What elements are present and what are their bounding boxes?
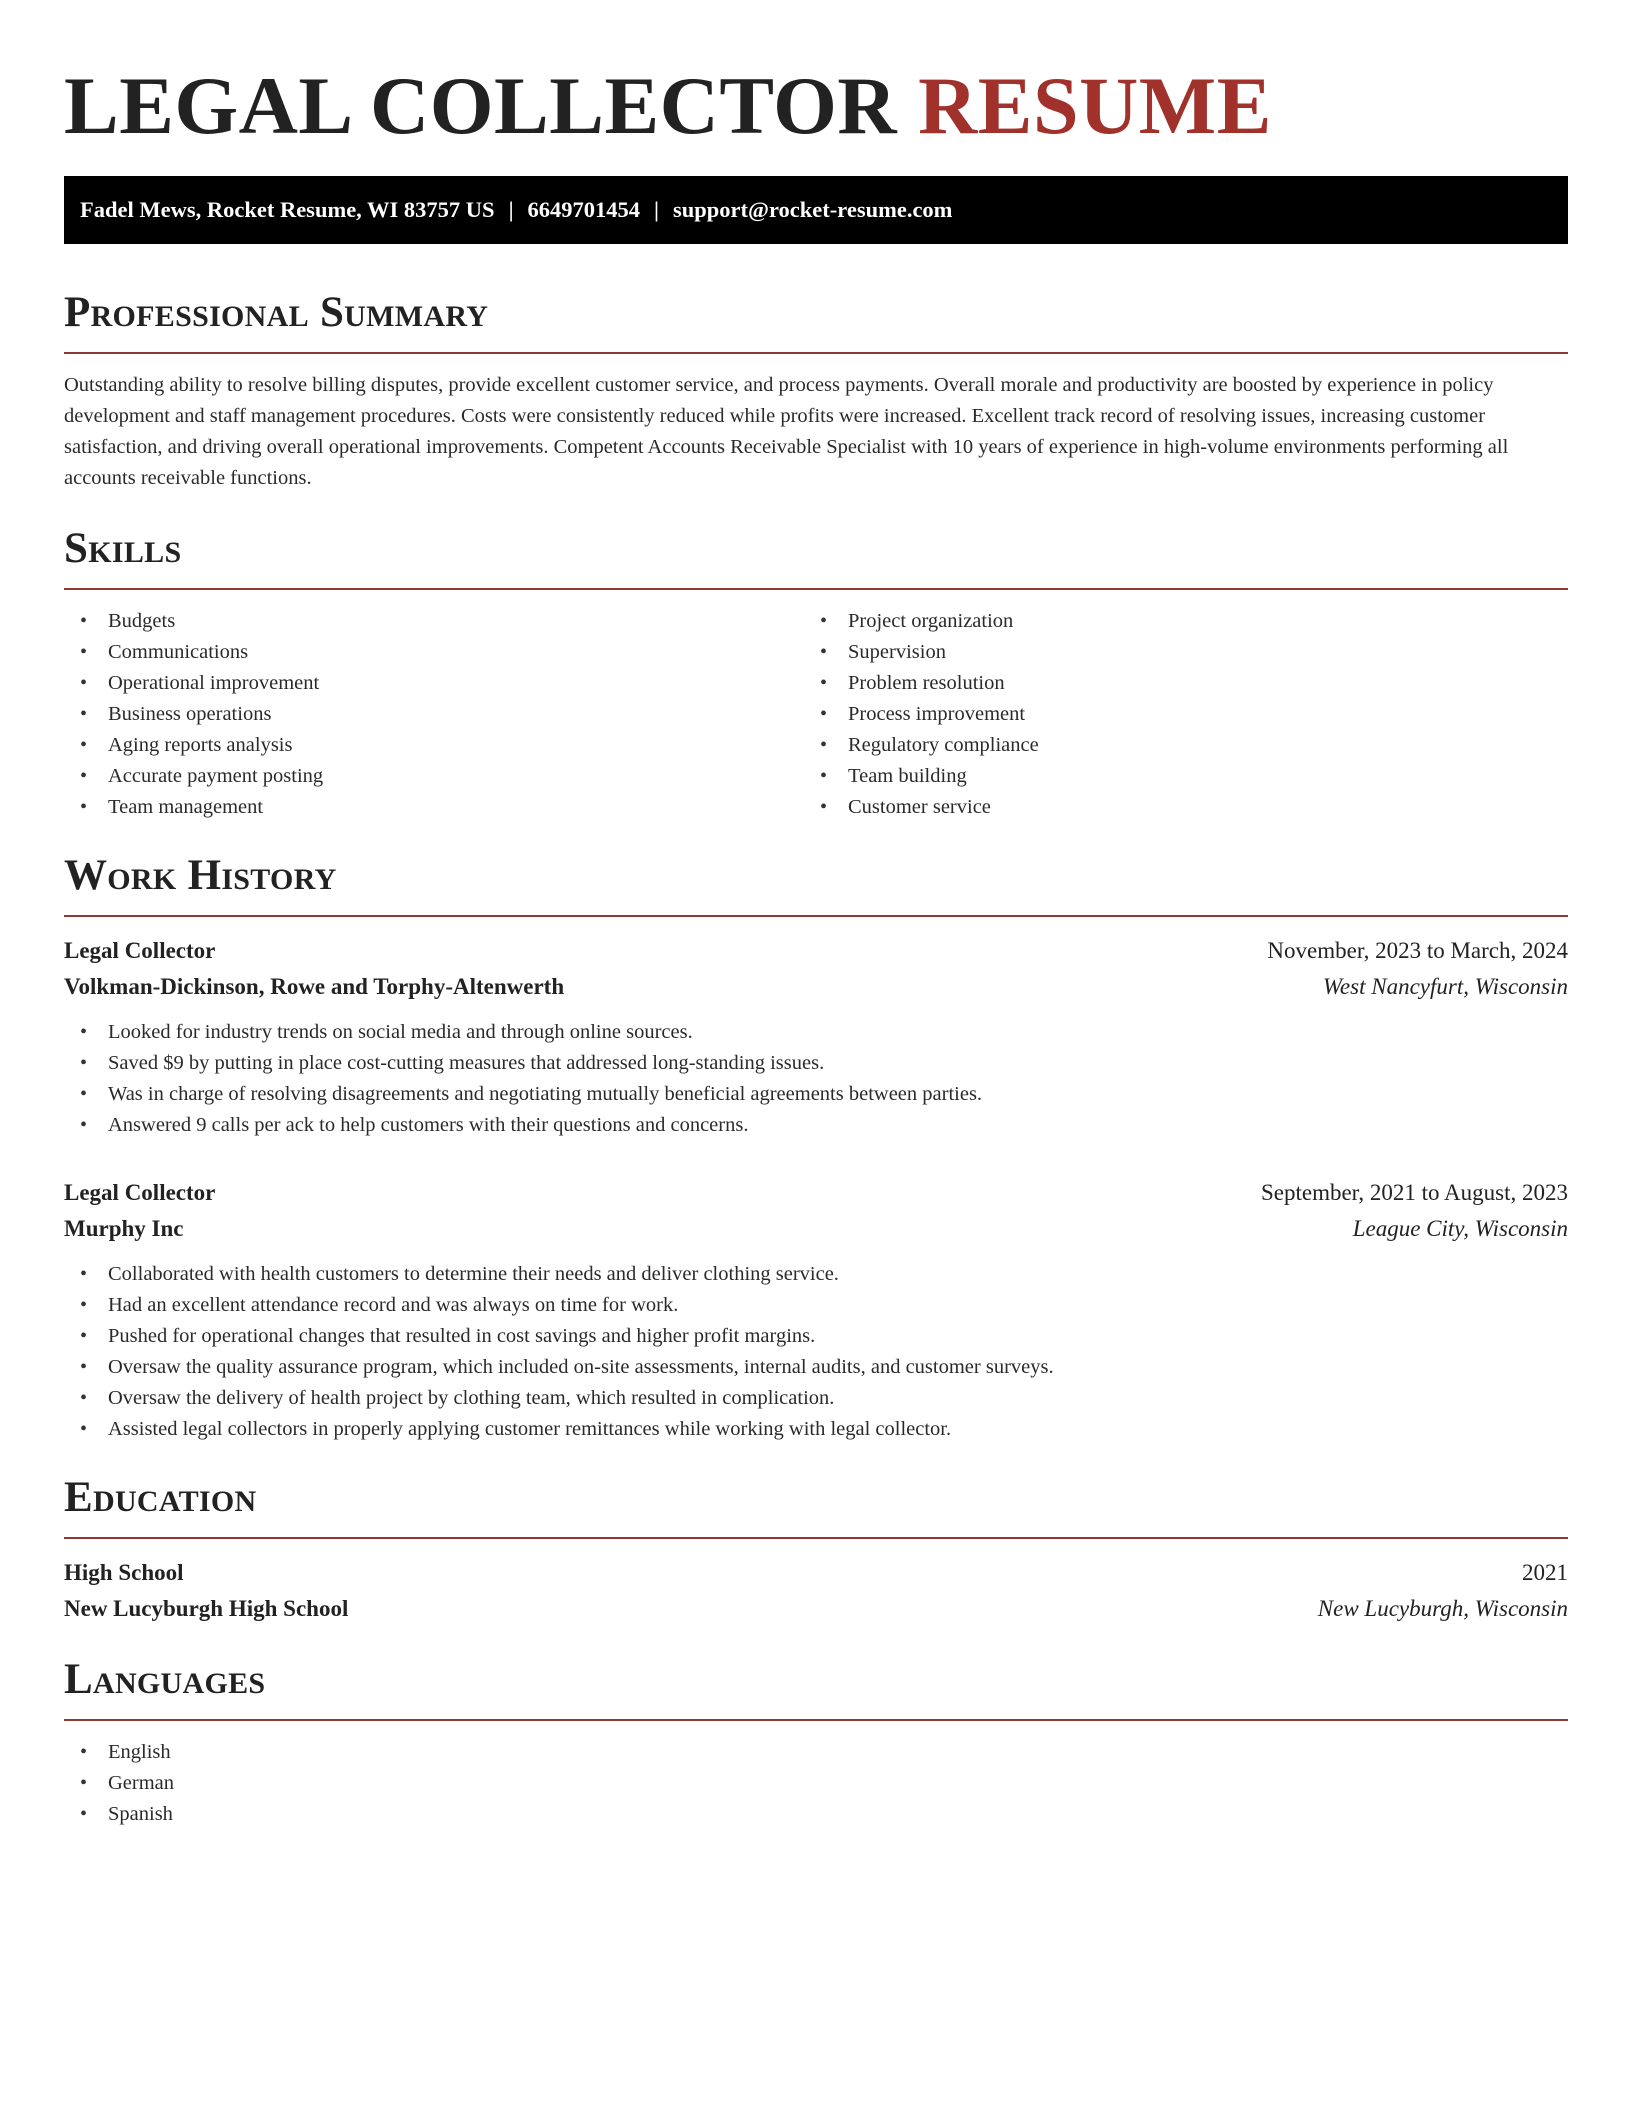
skill-item: • Accurate payment posting xyxy=(64,761,804,792)
education-school: New Lucyburgh High School xyxy=(64,1596,349,1621)
contact-phone: 6649701454 xyxy=(527,197,641,222)
summary-heading: Professional Summary xyxy=(64,289,489,336)
contact-email: support@rocket-resume.com xyxy=(673,197,953,222)
job-bullet: • Collaborated with health customers to determine their needs and deliver clothing service. xyxy=(64,1259,1568,1290)
job-bullet: • Assisted legal collectors in properly applying customer remittances while working with legal collector. xyxy=(64,1414,1568,1445)
language-item: • German xyxy=(64,1768,1568,1799)
job-company: Volkman-Dickinson, Rowe and Torphy-Altenwerth xyxy=(64,974,565,999)
job-company-row xyxy=(64,1211,1568,1247)
job-bullet: • Had an excellent attendance record and was always on time for work. xyxy=(64,1290,1568,1321)
section-divider xyxy=(64,1537,1568,1539)
skill-item: • Team building xyxy=(804,761,1544,792)
section-divider xyxy=(64,352,1568,354)
summary-text: Outstanding ability to resolve billing disputes, provide excellent customer service, and process payments. Overall morale and productivity are boosted by experience in policy development and staff management procedures. Costs were consistently reduced while profits were increased. Excellent track record of resolving issues, increasing customer satisfaction, and driving overall operational improvements. Competent Accounts Receivable Specialist with 10 years of experience in high-volume environments performing all accounts receivable functions. xyxy=(64,374,1509,489)
summary-section xyxy=(64,288,1568,494)
job-bullet: • Oversaw the quality assurance program, which included on-site assessments, internal audits, and customer surveys. xyxy=(64,1352,1568,1383)
job-bullets xyxy=(64,1259,1568,1445)
contact-separator: | xyxy=(508,197,514,222)
title-main: LEGAL COLLECTOR xyxy=(64,60,898,151)
education-location: New Lucyburgh, Wisconsin xyxy=(1317,1596,1568,1621)
skill-item: • Supervision xyxy=(804,637,1544,668)
job-header-row xyxy=(64,933,1568,969)
skills-grid xyxy=(64,606,1568,823)
job-bullets xyxy=(64,1017,1568,1141)
resume-title xyxy=(64,0,1568,154)
job-entry xyxy=(64,933,1568,1141)
skill-item: • Problem resolution xyxy=(804,668,1544,699)
skills-list-left xyxy=(64,606,804,823)
education-degree: High School xyxy=(64,1560,184,1585)
skill-item: • Customer service xyxy=(804,792,1544,823)
job-location: League City, Wisconsin xyxy=(1352,1216,1568,1241)
job-title: Legal Collector xyxy=(64,1180,216,1205)
title-accent: RESUME xyxy=(918,60,1272,151)
work-history-heading: Work History xyxy=(64,852,337,899)
language-item: • English xyxy=(64,1737,1568,1768)
education-year: 2021 xyxy=(1522,1560,1568,1585)
job-bullet: • Was in charge of resolving disagreements and negotiating mutually beneficial agreements between parties. xyxy=(64,1079,1568,1110)
education-section xyxy=(64,1473,1568,1627)
skill-item: • Process improvement xyxy=(804,699,1544,730)
job-location: West Nancyfurt, Wisconsin xyxy=(1322,974,1568,999)
job-bullet: • Oversaw the delivery of health project by clothing team, which resulted in complication. xyxy=(64,1383,1568,1414)
section-divider xyxy=(64,588,1568,590)
skills-section xyxy=(64,524,1568,823)
job-dates: November, 2023 to March, 2024 xyxy=(1267,938,1568,963)
skill-item: • Project organization xyxy=(804,606,1544,637)
languages-list xyxy=(64,1737,1568,1830)
languages-heading: Languages xyxy=(64,1656,266,1703)
job-bullet: • Looked for industry trends on social media and through online sources. xyxy=(64,1017,1568,1048)
section-divider xyxy=(64,915,1568,917)
job-company: Murphy Inc xyxy=(64,1216,184,1241)
skills-heading: Skills xyxy=(64,525,182,572)
education-school-row xyxy=(64,1591,1568,1627)
section-divider xyxy=(64,1719,1568,1721)
contact-bar xyxy=(64,176,1568,244)
skill-item: • Business operations xyxy=(64,699,804,730)
job-company-row xyxy=(64,969,1568,1005)
skill-item: • Aging reports analysis xyxy=(64,730,804,761)
contact-separator: | xyxy=(654,197,659,222)
work-history-section xyxy=(64,851,1568,1445)
languages-section xyxy=(64,1655,1568,1830)
job-header-row xyxy=(64,1175,1568,1211)
skill-item: • Communications xyxy=(64,637,804,668)
skill-item: • Regulatory compliance xyxy=(804,730,1544,761)
job-title: Legal Collector xyxy=(64,938,216,963)
language-item: • Spanish xyxy=(64,1799,1568,1830)
education-header-row xyxy=(64,1555,1568,1591)
skills-list-right xyxy=(804,606,1544,823)
skill-item: • Budgets xyxy=(64,606,804,637)
job-dates: September, 2021 to August, 2023 xyxy=(1260,1180,1568,1205)
job-bullet: • Pushed for operational changes that resulted in cost savings and higher profit margins. xyxy=(64,1321,1568,1352)
job-bullet: • Answered 9 calls per ack to help customers with their questions and concerns. xyxy=(64,1110,1568,1141)
skill-item: • Operational improvement xyxy=(64,668,804,699)
skill-item: • Team management xyxy=(64,792,804,823)
job-entry xyxy=(64,1175,1568,1445)
contact-address: Fadel Mews, Rocket Resume, WI 83757 US xyxy=(80,197,495,222)
job-bullet: • Saved $9 by putting in place cost-cutting measures that addressed long-standing issues. xyxy=(64,1048,1568,1079)
education-entry xyxy=(64,1555,1568,1627)
education-heading: Education xyxy=(64,1474,257,1521)
